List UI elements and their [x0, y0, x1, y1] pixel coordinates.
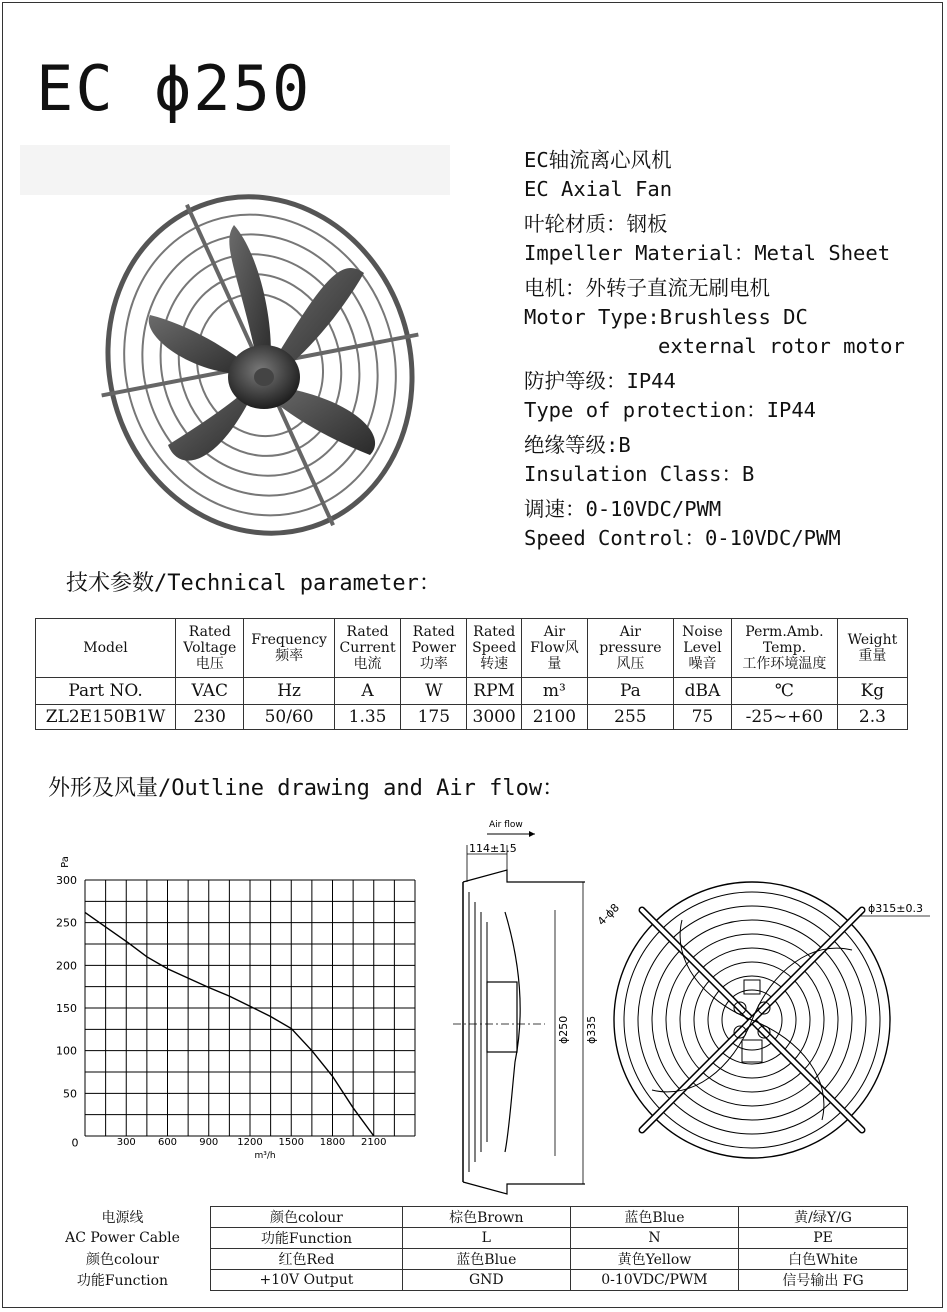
tech-header-line: Noise	[682, 624, 723, 640]
motor-en-line1: Motor Type:Brushless DC	[524, 305, 808, 329]
wiring-cell: 0-10VDC/PWM	[570, 1270, 738, 1291]
tech-header-line: Speed	[472, 640, 517, 656]
tech-unit-cell: A	[334, 678, 401, 705]
wiring-cell: 功能Function	[35, 1270, 211, 1291]
motor-en-line2: external rotor motor	[658, 334, 905, 358]
tech-unit-cell: ℃	[732, 678, 838, 705]
tech-header-cell	[334, 619, 401, 678]
chart-y-tick-label: 250	[56, 916, 77, 930]
spec-list	[524, 146, 905, 553]
tech-header-line: Frequency	[251, 632, 327, 648]
wiring-cell: +10V Output	[211, 1270, 403, 1291]
tech-header-line: 频率	[275, 648, 304, 664]
wiring-cell: N	[570, 1228, 738, 1249]
chart-y-tick-label: 100	[56, 1044, 77, 1058]
tech-header-line: Flow风	[530, 640, 579, 656]
tech-header-cell	[732, 619, 838, 678]
tech-header-cell	[587, 619, 673, 678]
chart-x-tick-label: 300	[116, 1137, 136, 1148]
chart-x-axis-label: m³/h	[254, 1151, 276, 1161]
tech-header-line: 工作环境温度	[742, 656, 827, 672]
tech-value-cell: 255	[587, 705, 673, 730]
chart-y-axis-label: Pa	[60, 856, 71, 868]
tech-unit-cell: Pa	[587, 678, 673, 705]
tech-header-line: Rated	[346, 624, 389, 640]
tech-header-cell	[837, 619, 907, 678]
tech-header-line: Air	[619, 624, 641, 640]
tech-unit-cell: dBA	[673, 678, 731, 705]
tech-header-line: Current	[339, 640, 396, 656]
tech-value-cell: 50/60	[244, 705, 334, 730]
tech-value-cell: 2100	[521, 705, 587, 730]
tech-header-line: Rated	[412, 624, 455, 640]
tech-header-line: Rated	[188, 624, 231, 640]
wiring-cell: 蓝色Blue	[402, 1249, 570, 1270]
speed-control-en: Speed Control：0-10VDC/PWM	[524, 526, 841, 550]
tech-unit-cell: W	[401, 678, 467, 705]
chart-x-tick-label: 1800	[319, 1137, 346, 1148]
pcd-dim: ϕ315±0.3	[868, 902, 923, 915]
insulation-en: Insulation Class：B	[524, 462, 755, 486]
tech-header-line: Rated	[473, 624, 516, 640]
wiring-row	[35, 1249, 908, 1270]
wiring-cell: 黄/绿Y/G	[739, 1207, 908, 1228]
insulation-cn: 绝缘等级:B	[524, 433, 631, 457]
tech-header-line: Air	[543, 624, 566, 640]
wiring-row	[35, 1270, 908, 1291]
tech-value-cell: 75	[673, 705, 731, 730]
chart-x-tick-label: 1500	[278, 1137, 304, 1148]
chart-y-tick-label: 200	[56, 959, 77, 973]
tech-header-cell	[401, 619, 467, 678]
chart-y-tick-label: 50	[63, 1087, 77, 1101]
tech-header-line: Perm.Amb.	[745, 624, 824, 640]
fan-photo	[20, 135, 450, 535]
wiring-row	[35, 1228, 908, 1249]
wiring-cell: 电源线	[35, 1207, 211, 1228]
mounting-holes-dim: 4-ϕ8	[594, 901, 622, 929]
wiring-cell: AC Power Cable	[35, 1228, 211, 1249]
chart-y-tick-label: 150	[56, 1002, 77, 1015]
tech-header-line: Weight	[847, 632, 898, 648]
protection-en: Type of protection：IP44	[524, 398, 817, 422]
tech-unit-cell: Kg	[837, 678, 907, 705]
tech-header-line: Temp.	[762, 640, 807, 656]
tech-header-line: 电流	[353, 656, 382, 672]
chart-x-tick-label: 0	[71, 1136, 79, 1150]
tech-header-cell	[176, 619, 244, 678]
tech-value-cell: ZL2E150B1W	[36, 705, 176, 730]
tech-unit-row	[36, 678, 908, 705]
wiring-cell: 颜色colour	[35, 1249, 211, 1270]
tech-header-line: 功率	[419, 656, 448, 672]
motor-cn: 电机：外转子直流无刷电机	[524, 276, 770, 300]
wiring-cell: PE	[739, 1228, 908, 1249]
tech-header-cell	[521, 619, 587, 678]
protection-cn: 防护等级：IP44	[524, 369, 676, 393]
chart-x-tick-label: 2100	[361, 1137, 387, 1148]
wiring-cell: GND	[402, 1270, 570, 1291]
tech-value-cell: 3000	[467, 705, 522, 730]
tech-header-line: Model	[83, 640, 128, 656]
wiring-cell: 颜色colour	[211, 1207, 403, 1228]
outline-heading: 外形及风量/Outline drawing and Air flow：	[48, 776, 565, 801]
impeller-cn: 叶轮材质：钢板	[524, 212, 668, 236]
chart-y-tick-label: 300	[56, 874, 77, 887]
wiring-row	[35, 1207, 908, 1228]
tech-header-line: 转速	[480, 656, 509, 672]
wiring-cell: 红色Red	[211, 1249, 403, 1270]
tech-header-line: Power	[411, 640, 456, 656]
tech-header-line: pressure	[599, 640, 662, 656]
fan-type-cn: EC轴流离心风机	[524, 148, 672, 172]
tech-value-cell: -25~+60	[732, 705, 838, 730]
tech-header-line: 量	[547, 656, 562, 672]
tech-header-cell	[36, 619, 176, 678]
wiring-cell: 黄色Yellow	[570, 1249, 738, 1270]
chart-x-tick-label: 600	[157, 1137, 178, 1148]
tech-unit-cell: VAC	[176, 678, 244, 705]
tech-header-line: Level	[683, 640, 722, 656]
wiring-cell: 功能Function	[211, 1228, 403, 1249]
wiring-table	[35, 1206, 908, 1291]
tech-value-cell: 1.35	[334, 705, 401, 730]
side-view-drawing	[445, 812, 605, 1202]
tech-unit-cell: RPM	[467, 678, 522, 705]
chart-x-tick-label: 900	[199, 1137, 219, 1148]
wiring-cell: 蓝色Blue	[570, 1207, 738, 1228]
tech-value-row	[36, 705, 908, 730]
tech-header-cell	[244, 619, 334, 678]
tech-parameter-table	[35, 618, 908, 730]
tech-header-line: 电压	[195, 656, 224, 672]
chart-x-tick-label: 1200	[237, 1137, 263, 1148]
tech-unit-cell: Part NO.	[36, 678, 176, 705]
tech-header-line: 重量	[858, 648, 887, 664]
tech-value-cell: 175	[401, 705, 467, 730]
wiring-cell: 棕色Brown	[402, 1207, 570, 1228]
page-title: EC ϕ250	[36, 52, 312, 125]
wiring-cell: 白色White	[739, 1249, 908, 1270]
tech-header-line: 风压	[616, 656, 645, 672]
tech-header-cell	[673, 619, 731, 678]
tech-header-row	[36, 619, 908, 678]
wiring-cell: 信号输出 FG	[739, 1270, 908, 1291]
front-view-drawing	[594, 880, 938, 1160]
tech-value-cell: 230	[176, 705, 244, 730]
speed-control-cn: 调速：0-10VDC/PWM	[524, 497, 722, 521]
tech-unit-cell: Hz	[244, 678, 334, 705]
tech-unit-cell: m³	[521, 678, 587, 705]
airflow-label: Air flow	[489, 820, 523, 830]
depth-dim: 114±1.5	[469, 842, 517, 855]
fan-type-en: EC Axial Fan	[524, 177, 673, 201]
impeller-diameter-dim: ϕ250	[557, 1015, 570, 1044]
guard-diameter-dim: ϕ335	[585, 1015, 598, 1044]
wiring-cell: L	[402, 1228, 570, 1249]
tech-header-line: 噪音	[688, 656, 717, 672]
tech-header-cell	[467, 619, 522, 678]
impeller-en: Impeller Material：Metal Sheet	[524, 241, 891, 265]
airflow-chart	[40, 840, 430, 1160]
tech-parameter-heading: 技术参数/Technical parameter：	[66, 571, 441, 596]
tech-value-cell: 2.3	[837, 705, 907, 730]
tech-header-line: Voltage	[183, 640, 237, 656]
